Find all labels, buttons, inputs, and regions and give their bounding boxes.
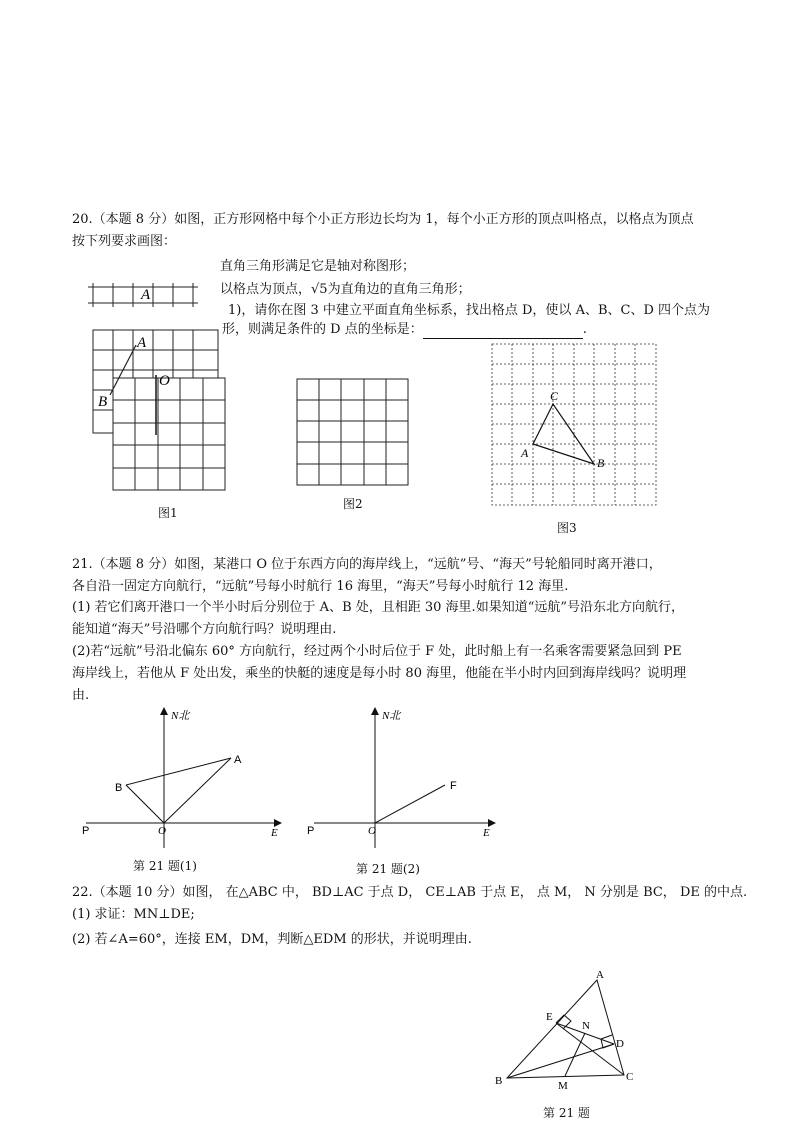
q21-line6: 海岸线上，若他从 F 处出发，乘坐的快艇的速度是每小时 80 海里，他能在半小时内回到海岸线吗？说明理 (72, 666, 687, 681)
fig2-caption: 图2 (343, 497, 363, 511)
q20-req2-post: 为直角边的直角三角形； (327, 282, 471, 297)
q20-req2-pre: 以格点为顶点， (220, 282, 312, 297)
fig21-2-label-o: O (368, 825, 376, 837)
q21-line5: (2)若“远航”号沿北偏东 60° 方向航行，经过两个小时后位于 F 处，此时船上有一名乘客需要紧急回到 PE (72, 644, 682, 659)
q22-line1: 22.（本题 10 分）如图， 在△ABC 中， BD⊥AC 于点 D， CE⊥AB 于点 E， 点 M， N 分别是 BC， DE 的中点. (72, 885, 748, 900)
fig21-1-label-a: A (234, 754, 242, 766)
q20-figure-3 (491, 343, 657, 507)
fig21-2-label-p: P (307, 825, 315, 837)
q21-line7: 由. (72, 688, 90, 703)
fig21-1-label-n: N北 (171, 710, 190, 722)
fig21-2-caption: 第 21 题(2) (356, 862, 420, 876)
fig21-1-label-b: B (115, 782, 123, 794)
q20-figure-2 (296, 378, 410, 488)
q20-req3-line2 (222, 321, 587, 339)
q21-line3: (1) 若它们离开港口一个半小时后分别位于 A、B 处，且相距 30 海里.如果知道“远航”号沿东北方向航行， (72, 600, 684, 615)
q22-line3: (2) 若∠A=60°，连接 EM，DM，判断△EDM 的形状，并说明理由. (72, 932, 472, 947)
fig21-2-label-n: N北 (382, 710, 401, 722)
q21-figure-1 (78, 703, 288, 853)
q21-line2: 各自沿一固定方向航行，“远航”号每小时航行 16 海里，“海天”号每小时航行 12 海里. (72, 579, 569, 594)
q21-line1: 21.（本题 8 分）如图，某港口 O 位于东西方向的海岸线上，“远航”号、“海天”号轮船同时离开港口， (72, 557, 662, 572)
q22-line2: (1) 求证：MN⊥DE; (72, 907, 195, 922)
fig1-caption: 图1 (158, 506, 178, 520)
fig3-label-c: C (550, 389, 559, 403)
q20-req2 (220, 281, 471, 299)
fig21-2-label-e: E (483, 827, 490, 839)
fig3-label-b: B (597, 456, 605, 470)
fig22-label-d: D (616, 1038, 624, 1050)
fig21-1-label-o: O (158, 825, 166, 837)
fig21-2-label-f: F (450, 780, 457, 792)
fig22-label-n: N (582, 1020, 590, 1032)
fig3-caption: 图3 (557, 521, 577, 535)
fig22-label-c: C (626, 1071, 634, 1083)
q20-line2: 按下列要求画图： (72, 234, 177, 249)
fig21-1-caption: 第 21 题(1) (133, 859, 197, 873)
fig1-label-o: O (159, 373, 170, 389)
fig1-label-a-top: A (141, 287, 151, 303)
q20-req3-line1: 1)，请你在图 3 中建立平面直角坐标系，找出格点 D，使以 A、B、C、D 四个点为 (228, 303, 711, 318)
fig22-label-b: B (495, 1075, 503, 1087)
fig22-caption: 第 21 题 (543, 1106, 590, 1120)
q21-line4: 能知道“海天”号沿哪个方向航行吗？说明理由. (72, 622, 337, 637)
q21-figure-2 (302, 703, 502, 853)
q20-req3-end: . (582, 322, 587, 337)
q20-req1: 直角三角形满足它是轴对称图形； (220, 259, 416, 274)
fig22-label-m: M (558, 1080, 568, 1092)
fig21-1-label-e: E (271, 827, 278, 839)
fig3-label-a: A (521, 446, 529, 460)
q20-line1: 20.（本题 8 分）如图，正方形网格中每个小正方形边长均为 1，每个小正方形的顶点叫格点，以格点为顶点 (72, 212, 694, 227)
fig21-1-label-p: P (82, 825, 90, 837)
q20-req3-text: 形，则满足条件的 D 点的坐标是： (222, 322, 423, 337)
answer-blank[interactable] (423, 326, 583, 339)
q20-req2-sqrt: √5 (311, 282, 328, 297)
q22-triangle-figure (490, 968, 650, 1093)
q20-figure-1 (88, 275, 238, 505)
fig1-label-b: B (98, 394, 108, 410)
fig1-label-a: A (137, 335, 147, 351)
fig22-label-e: E (546, 1011, 553, 1023)
fig22-label-a: A (596, 969, 604, 981)
